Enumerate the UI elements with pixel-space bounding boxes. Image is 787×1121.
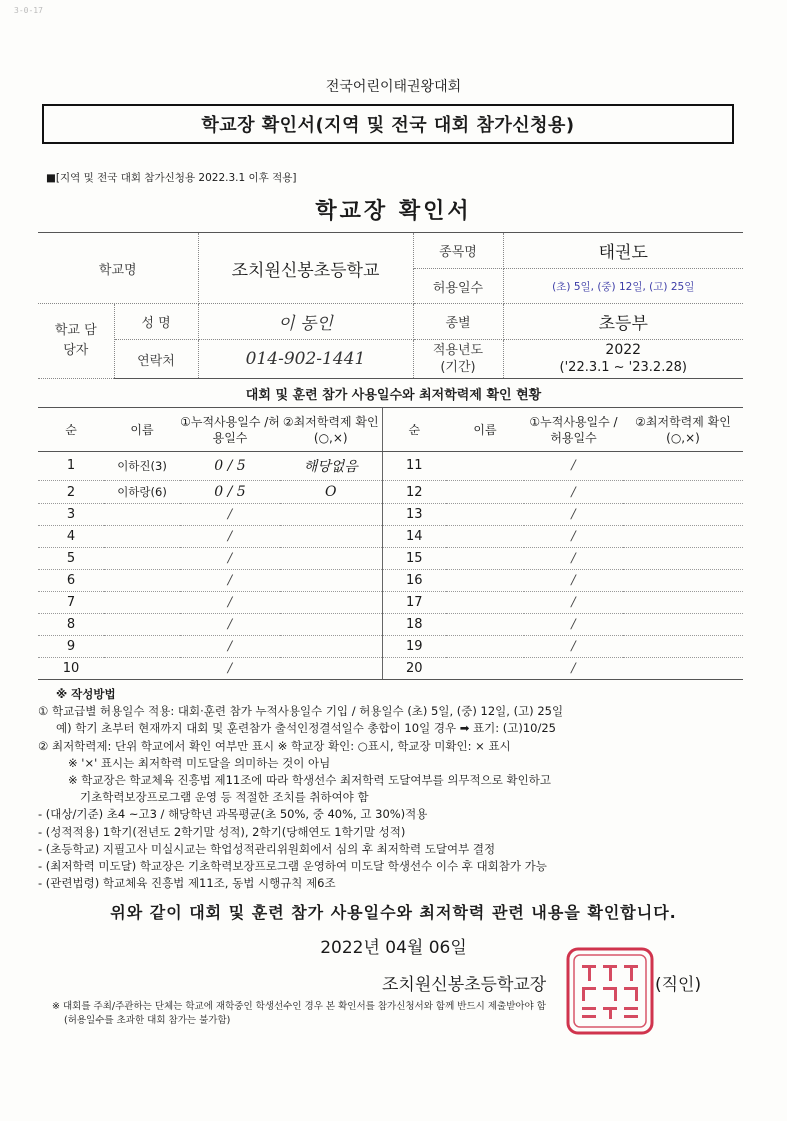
participant-row [38, 635, 743, 657]
school-label: 학교명 [38, 233, 198, 304]
no-cell: 20 [382, 657, 446, 679]
no-cell: 7 [38, 592, 104, 614]
participant-row [38, 526, 743, 548]
note-item: ※ 학교장은 학교체육 진흥법 제11조에 따라 학생선수 최저학력 도달여부를 의무적으로 확인하고 [68, 773, 551, 788]
participant-row [38, 614, 743, 636]
section-title: 대회 및 훈련 참가 사용일수와 최저학력제 확인 현황 [245, 388, 542, 403]
name-cell [446, 504, 524, 526]
min-cell [280, 526, 382, 548]
min-cell [623, 548, 743, 570]
event-label: 종목명 [413, 233, 503, 269]
note-item: - (초등학교) 지필고사 미실시교는 학업성적관리위원회에서 심의 후 최저학력 도달여부 결정 [38, 841, 496, 856]
header-name-right: 이름 [446, 408, 524, 452]
min-cell [623, 480, 743, 503]
participant-row [38, 570, 743, 592]
no-cell: 16 [382, 570, 446, 592]
note-item: 기초학력보장프로그램 운영 등 적절한 조치를 취하여야 함 [80, 790, 369, 805]
name-cell [104, 548, 180, 570]
min-cell [623, 614, 743, 636]
name-cell [446, 548, 524, 570]
event-name: 전국어린이태권왕대회 [325, 79, 462, 95]
name-cell [446, 480, 524, 503]
note-item: 예) 학기 초부터 현재까지 대회 및 훈련참가 출석인정결석일수 총합이 10일 경우 ➡ 표기: (고)10/25 [56, 721, 556, 736]
allowed-label: 허용일수 [413, 269, 503, 304]
event-value: 태권도 [503, 233, 743, 269]
no-cell: 8 [38, 614, 104, 636]
year-label [413, 340, 503, 379]
min-cell [280, 548, 382, 570]
no-cell: 11 [382, 452, 446, 481]
name-cell [104, 526, 180, 548]
days-cell: / [524, 614, 623, 636]
no-cell: 13 [382, 504, 446, 526]
note-item: - (성적적용) 1학기(전년도 2학기말 성적), 2학기(당해연도 1학기말 성적) [38, 824, 406, 839]
header-min-left: ②최저학력제 확인(○,×) [280, 408, 382, 452]
no-cell: 1 [38, 452, 104, 481]
participants-table [38, 407, 743, 680]
name-cell [446, 635, 524, 657]
name-cell [104, 614, 180, 636]
participant-row [38, 592, 743, 614]
no-cell: 5 [38, 548, 104, 570]
name-cell [446, 526, 524, 548]
allowed-days-value: (초) 5일, (중) 12일, (고) 25일 [503, 269, 743, 304]
applies-note: ■[지역 및 전국 대회 참가신청용 2022.3.1 이후 적용] [46, 172, 297, 184]
no-cell: 18 [382, 614, 446, 636]
footnote-line: ※ 대회를 주최/주관하는 단체는 학교에 재학중인 학생선수인 경우 본 확인서를 참가신청서와 함께 반드시 제출받아야 함 [52, 1001, 546, 1012]
no-cell: 19 [382, 635, 446, 657]
name-cell [446, 592, 524, 614]
year-period: ('22.3.1 ~ '23.2.28) [559, 360, 687, 375]
days-cell: / [524, 570, 623, 592]
contact-label: 연락처 [114, 340, 198, 379]
no-cell: 14 [382, 526, 446, 548]
corner-mark: 3-0-17 [14, 6, 43, 15]
name-cell [104, 504, 180, 526]
seal-label: (직인) [655, 975, 702, 995]
info-table [38, 232, 743, 378]
contact-value: 014-902-1441 [198, 340, 413, 379]
footnote-line: (허용일수를 초과한 대회 참가는 불가함) [64, 1015, 231, 1026]
days-cell: / [180, 635, 280, 657]
days-cell: / [180, 570, 280, 592]
min-cell [623, 504, 743, 526]
no-cell: 3 [38, 504, 104, 526]
days-cell: / [180, 504, 280, 526]
year-label-text: 적용년도 (기간) [432, 343, 484, 375]
name-cell [104, 635, 180, 657]
min-cell: 해당없음 [280, 452, 382, 481]
name-cell [104, 657, 180, 679]
participant-row [38, 452, 743, 481]
days-cell: / [524, 452, 623, 481]
note-item: - (대상/기준) 초4 ~고3 / 해당학년 과목평균(초 50%, 중 40%, 고 30%)적용 [38, 807, 428, 822]
no-cell: 10 [38, 657, 104, 679]
days-cell: / [180, 526, 280, 548]
no-cell: 12 [382, 480, 446, 503]
participant-row [38, 657, 743, 679]
no-cell: 17 [382, 592, 446, 614]
name-cell: 이하랑(6) [104, 480, 180, 503]
title-box-text: 학교장 확인서(지역 및 전국 대회 참가신청용) [201, 115, 575, 136]
manager-label [38, 304, 114, 379]
note-heading: ※ 작성방법 [56, 687, 116, 701]
header-days-left: ①누적사용일수 /허용일수 [180, 408, 280, 452]
days-cell: / [524, 480, 623, 503]
participant-row [38, 504, 743, 526]
header-name-left: 이름 [104, 408, 180, 452]
issue-date: 2022년 04월 06일 [320, 938, 467, 958]
min-cell [623, 526, 743, 548]
note-item: - (최저학력 미도달) 학교장은 기초학력보장프로그램 운영하여 미도달 학생선수 이수 후 대회참가 가능 [38, 859, 547, 874]
header-min-right: ②최저학력제 확인(○,×) [623, 408, 743, 452]
no-cell: 4 [38, 526, 104, 548]
no-cell: 9 [38, 635, 104, 657]
title-box [42, 104, 734, 144]
note-item: ② 최저학력제: 단위 학교에서 확인 여부만 표시 ※ 학교장 확인: ○표시, 학교장 미확인: × 표시 [38, 738, 511, 753]
manager-label-text: 학교 담당자 [54, 323, 97, 358]
signature-school: 조치원신봉초등학교장 [382, 975, 547, 995]
note-item: ※ '×' 표시는 최저학력 미도달을 의미하는 것이 아님 [68, 755, 331, 770]
name-cell: 이하진(3) [104, 452, 180, 481]
no-cell: 6 [38, 570, 104, 592]
min-cell [280, 614, 382, 636]
note-item: - (관련법령) 학교체육 진흥법 제11조, 동법 시행규칙 제6조 [38, 876, 336, 891]
min-cell [623, 657, 743, 679]
days-cell: 0 / 5 [180, 480, 280, 503]
no-cell: 2 [38, 480, 104, 503]
days-cell: / [524, 635, 623, 657]
days-cell: / [524, 526, 623, 548]
min-cell [280, 592, 382, 614]
note-item: ① 학교급별 허용일수 적용: 대회·훈련 참가 누적사용일수 기입 / 허용일수 (초) 5일, (중) 12일, (고) 25일 [38, 704, 564, 719]
min-cell [623, 592, 743, 614]
min-cell [280, 570, 382, 592]
year-value: 2022 [605, 342, 642, 358]
school-value: 조치원신봉초등학교 [198, 233, 413, 304]
header-no-left: 순 [38, 408, 104, 452]
days-cell: / [524, 657, 623, 679]
name-cell [446, 657, 524, 679]
name-cell [446, 570, 524, 592]
days-cell: 0 / 5 [180, 452, 280, 481]
name-cell [446, 614, 524, 636]
name-cell [104, 592, 180, 614]
name-cell [104, 570, 180, 592]
days-cell: / [524, 504, 623, 526]
days-cell: / [180, 614, 280, 636]
header-no-right: 순 [382, 408, 446, 452]
confirm-statement: 위와 같이 대회 및 훈련 참가 사용일수와 최저학력 관련 내용을 확인합니다. [110, 903, 677, 922]
min-cell [623, 570, 743, 592]
min-cell [280, 504, 382, 526]
year-cell [503, 340, 743, 379]
min-cell [280, 657, 382, 679]
participant-row [38, 480, 743, 503]
days-cell: / [180, 657, 280, 679]
participant-row [38, 548, 743, 570]
min-cell [623, 635, 743, 657]
min-cell [280, 635, 382, 657]
header-days-right: ①누적사용일수 /허용일수 [524, 408, 623, 452]
name-cell [446, 452, 524, 481]
division-label: 종별 [413, 304, 503, 340]
writing-notes [38, 686, 750, 892]
school-seal-icon [564, 945, 656, 1037]
days-cell: / [180, 592, 280, 614]
division-value: 초등부 [503, 304, 743, 340]
days-cell: / [180, 548, 280, 570]
days-cell: / [524, 548, 623, 570]
days-cell: / [524, 592, 623, 614]
name-value: 이 동인 [198, 304, 413, 340]
no-cell: 15 [382, 548, 446, 570]
name-label: 성 명 [114, 304, 198, 340]
min-cell [623, 452, 743, 481]
footnote [52, 1000, 546, 1028]
page-title: 학교장 확인서 [315, 199, 472, 224]
min-cell: O [280, 480, 382, 503]
